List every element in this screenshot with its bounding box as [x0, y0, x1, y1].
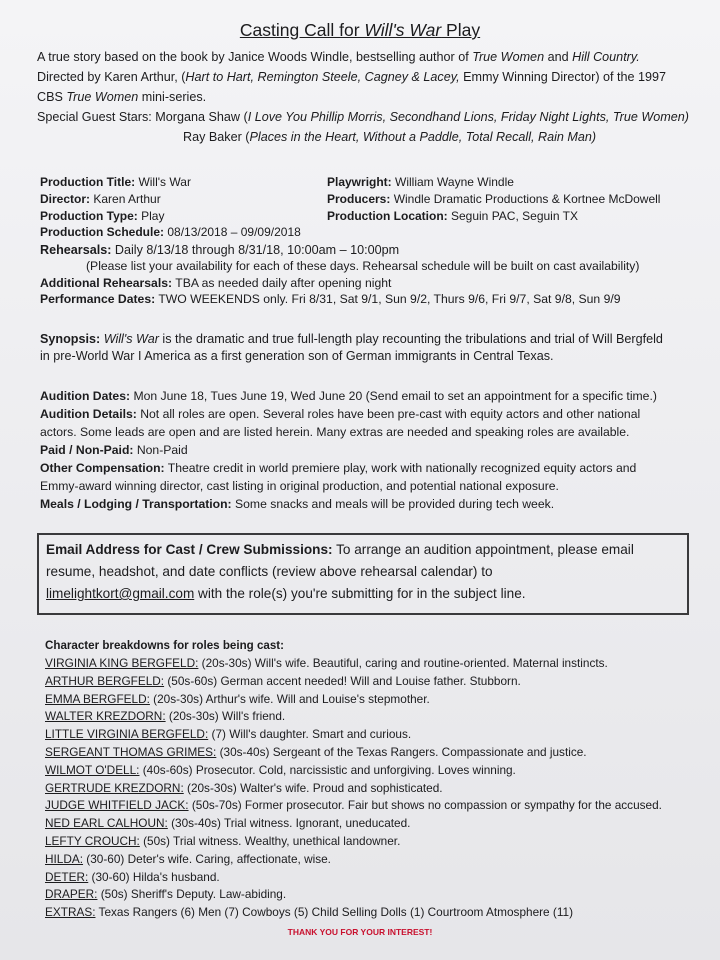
- role-item: [45, 745, 587, 759]
- role-name: LITTLE VIRGINIA BERGFELD:: [45, 727, 209, 742]
- role-name: LEFTY CROUCH:: [45, 834, 140, 848]
- role-description: (50s) Trial witness. Wealthy, unethical landowner.: [139, 834, 401, 848]
- role-name: EMMA BERGFELD:: [45, 691, 150, 706]
- synopsis: Synopsis: Will's War is the dramatic and true full-length play recounting the tribulations and trial of Will Bergfeld: [40, 332, 663, 346]
- rehearsals-note: (Please list your availability for each of these days. Rehearsal schedule will be built on cast availability): [86, 259, 640, 273]
- role-item: [45, 870, 220, 884]
- synopsis-line: in pre-World War I America as a first generation son of German immigrants in Central Texas.: [40, 349, 554, 363]
- role-name: WALTER KREZDORN:: [45, 709, 166, 724]
- role-item: [45, 834, 400, 848]
- role-description: (30-60) Hilda's husband.: [88, 869, 220, 884]
- role-name: EXTRAS:: [45, 905, 96, 920]
- intro-line: CBS True Women mini-series.: [37, 90, 207, 104]
- role-name: NED EARL CALHOUN:: [45, 816, 168, 831]
- role-description: (30-60) Deter's wife. Caring, affectionate, wise.: [83, 851, 331, 866]
- paid-status: Paid / Non-Paid: Non-Paid: [40, 443, 188, 457]
- role-name: JUDGE WHITFIELD JACK:: [45, 798, 189, 813]
- email-line: resume, headshot, and date conflicts (review above rehearsal calendar) to: [46, 564, 493, 579]
- role-item: [45, 816, 410, 830]
- performance-dates: Performance Dates: TWO WEEKENDS only. Fri 8/31, Sat 9/1, Sun 9/2, Thurs 9/6, Fri 9/7, Sat 9/8, Sun 9/9: [40, 292, 621, 306]
- role-item: [45, 674, 521, 688]
- role-name: SERGEANT THOMAS GRIMES:: [45, 745, 217, 759]
- role-item: [45, 709, 285, 723]
- intro-line: Directed by Karen Arthur, (Hart to Hart, Remington Steele, Cagney & Lacey, Emmy Winning Director) of the 1997: [37, 70, 667, 84]
- production-title: Production Title: Will's War: [40, 175, 191, 189]
- role-name: WILMOT O'DELL:: [45, 762, 140, 777]
- meals-lodging: Meals / Lodging / Transportation: Some snacks and meals will be provided during tech week.: [40, 497, 555, 511]
- role-description: (50s-60s) German accent needed! Will and Louise father. Stubborn.: [164, 673, 521, 688]
- role-description: (20s-30s) Will's friend.: [165, 709, 286, 724]
- producers: Producers: Windle Dramatic Productions & Kortnee McDowell: [327, 192, 661, 206]
- role-name: DRAPER:: [45, 887, 98, 902]
- role-description: (50s-70s) Former prosecutor. Fair but shows no compassion or sympathy for the accused.: [188, 798, 662, 813]
- additional-rehearsals: Additional Rehearsals: TBA as needed daily after opening night: [40, 276, 392, 290]
- thank-you-note: THANK YOU FOR YOUR INTEREST!: [287, 927, 433, 937]
- production-schedule: Production Schedule: 08/13/2018 – 09/09/2018: [40, 225, 301, 239]
- role-name: ARTHUR BERGFELD:: [45, 673, 165, 688]
- role-item: [45, 692, 430, 706]
- role-item: [45, 852, 331, 866]
- role-item: [45, 781, 443, 795]
- audition-dates: Audition Dates: Mon June 18, Tues June 19, Wed June 20 (Send email to set an appointment for a specific time.): [40, 389, 657, 403]
- role-description: (30s-40s) Trial witness. Ignorant, uneducated.: [167, 816, 411, 831]
- role-name: DETER:: [45, 869, 89, 884]
- role-description: (30s-40s) Sergeant of the Texas Rangers. Compassionate and justice.: [216, 745, 587, 759]
- role-description: (40s-60s) Prosecutor. Cold, narcissistic and unforgiving. Loves winning.: [139, 762, 516, 777]
- role-item: [45, 763, 516, 777]
- audition-details-line: actors. Some leads are open and are listed herein. Many extras are needed and speaking roles are available.: [40, 425, 630, 439]
- other-compensation: Other Compensation: Theatre credit in world premiere play, work with nationally recognized equity actors and: [40, 461, 637, 475]
- page-title: Casting Call for Will's War Play: [239, 20, 481, 40]
- audition-details: Audition Details: Not all roles are open. Several roles have been pre-cast with equity actors and other national: [40, 407, 641, 421]
- role-description: (20s-30s) Walter's wife. Proud and sophisticated.: [183, 780, 443, 795]
- production-location: Production Location: Seguin PAC, Seguin TX: [327, 209, 578, 223]
- role-item: [45, 727, 411, 741]
- intro-line: Special Guest Stars: Morgana Shaw (I Love You Phillip Morris, Secondhand Lions, Friday Night Lights, True Women): [37, 110, 689, 124]
- role-description: Texas Rangers (6) Men (7) Cowboys (5) Child Selling Dolls (1) Courtroom Atmosphere (11): [95, 905, 573, 920]
- intro-line: Ray Baker (Places in the Heart, Without a Paddle, Total Recall, Rain Man): [183, 130, 597, 144]
- email-line: limelightkort@gmail.com with the role(s) you're submitting for in the subject line.: [46, 586, 526, 601]
- email-link[interactable]: limelightkort@gmail.com: [46, 586, 195, 601]
- production-director: Director: Karen Arthur: [40, 192, 161, 206]
- role-item: [45, 798, 662, 812]
- email-label-line: Email Address for Cast / Crew Submissions: To arrange an audition appointment, please email: [46, 542, 634, 557]
- rehearsals: Rehearsals: Daily 8/13/18 through 8/31/18, 10:00am – 10:00pm: [40, 243, 400, 257]
- roles-heading: Character breakdowns for roles being cast:: [45, 639, 285, 652]
- role-item: [45, 887, 286, 901]
- role-item: [45, 656, 608, 670]
- intro-line: A true story based on the book by Janice Woods Windle, bestselling author of True Women and Hill Country.: [37, 50, 640, 64]
- role-name: HILDA:: [45, 851, 84, 866]
- role-description: (7) Will's daughter. Smart and curious.: [208, 727, 412, 742]
- other-compensation-line: Emmy-award winning director, cast listing in original production, and potential national exposure.: [40, 479, 559, 493]
- role-description: (20s-30s) Arthur's wife. Will and Louise's stepmother.: [149, 691, 430, 706]
- role-item: [45, 905, 573, 919]
- role-name: GERTRUDE KREZDORN:: [45, 780, 184, 795]
- role-description: (50s) Sheriff's Deputy. Law-abiding.: [97, 887, 287, 902]
- role-name: VIRGINIA KING BERGFELD:: [45, 656, 199, 670]
- role-description: (20s-30s) Will's wife. Beautiful, caring and routine-oriented. Maternal instincts.: [198, 656, 608, 670]
- playwright: Playwright: William Wayne Windle: [327, 175, 514, 189]
- production-type: Production Type: Play: [40, 209, 165, 223]
